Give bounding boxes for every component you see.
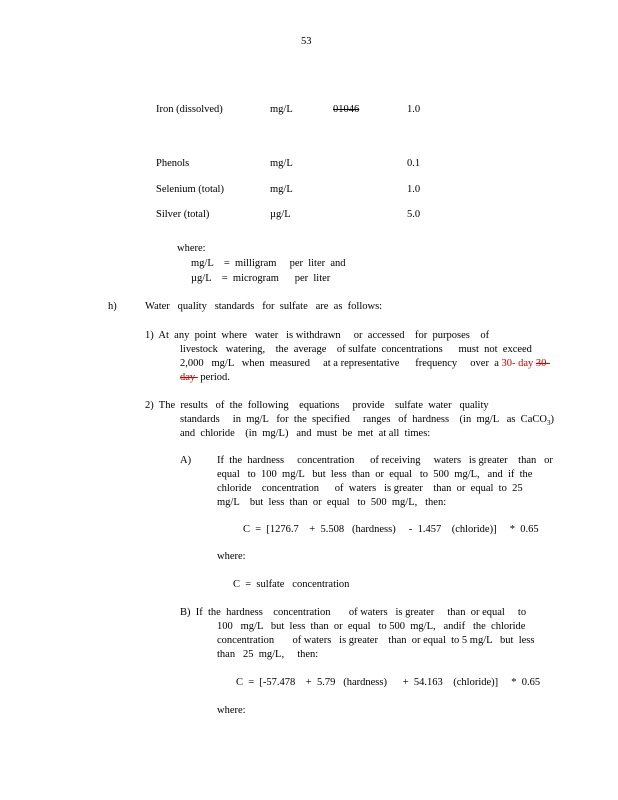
parameter-value: 5.0 xyxy=(407,209,421,220)
equation: C = [-57.478 + 5.79 (hardness) + 54.163 (chloride)] * 0.65 xyxy=(236,677,541,688)
equation: C = [1276.7 + 5.508 (hardness) - 1.457 (chloride)] * 0.65 xyxy=(243,524,539,535)
paragraph-line: chloride concentration of waters is greater than or equal to 25 xyxy=(217,483,523,494)
paragraph-line: If the hardness concentration of receiving waters is greater than or xyxy=(217,455,553,466)
line-text: period. xyxy=(197,372,230,383)
parameter-value: 1.0 xyxy=(407,184,421,195)
parameter-name: Phenols xyxy=(156,158,190,169)
subsection-label: A) xyxy=(180,455,192,466)
deleted-text: 30- xyxy=(535,358,550,369)
line-text: ) xyxy=(550,414,554,425)
paragraph-line: equal to 100 mg/L but less than or equal to 500 mg/L, and if the xyxy=(217,469,533,480)
parameter-value: 0.1 xyxy=(407,158,421,169)
definition-line: mg/L = milligram per liter and xyxy=(191,258,346,269)
paragraph-line: livestock watering, the average of sulfate concentrations must not exceed xyxy=(180,344,532,355)
parameter-name: Selenium (total) xyxy=(156,184,224,195)
subscript: 3 xyxy=(546,419,551,428)
definition-line: µg/L = microgram per liter xyxy=(191,273,331,284)
line-text: standards in mg/L for the specified ranges of hardness (in mg/L as CaCO xyxy=(180,414,547,425)
paragraph-line: 1) At any point where water is withdrawn or accessed for purposes of xyxy=(145,330,490,341)
paragraph-line xyxy=(180,358,550,371)
where-label: where: xyxy=(177,243,206,254)
paragraph-line: 100 mg/L but less than or equal to 500 mg/L, andif the chloride xyxy=(217,621,526,632)
where-label: where: xyxy=(217,551,246,562)
where-label: where: xyxy=(217,705,246,716)
paragraph-line: 2) The results of the following equations provide sulfate water quality xyxy=(145,400,489,411)
paragraph-line: B) If the hardness concentration of waters is greater than or equal to xyxy=(180,607,527,618)
inserted-text: 30- day xyxy=(501,358,534,369)
parameter-unit: mg/L xyxy=(270,104,293,115)
paragraph-line: mg/L but less than or equal to 500 mg/L, then: xyxy=(217,497,447,508)
parameter-name: Silver (total) xyxy=(156,209,210,220)
parameter-value: 1.0 xyxy=(407,104,421,115)
storet-code: 01046 xyxy=(333,104,360,115)
paragraph-line xyxy=(180,372,230,385)
paragraph-line: concentration of waters is greater than or equal to 5 mg/L but less xyxy=(217,635,535,646)
parameter-unit: mg/L xyxy=(270,184,293,195)
section-heading: Water quality standards for sulfate are as follows: xyxy=(145,301,383,312)
deleted-text: day xyxy=(180,372,198,383)
paragraph-line xyxy=(180,414,554,427)
line-text: 2,000 mg/L when measured at a representative frequency over a xyxy=(180,358,502,369)
parameter-unit: µg/L xyxy=(270,209,291,220)
paragraph-line: than 25 mg/L, then: xyxy=(217,649,319,660)
parameter-name: Iron (dissolved) xyxy=(156,104,223,115)
parameter-unit: mg/L xyxy=(270,158,293,169)
variable-definition: C = sulfate concentration xyxy=(233,579,350,590)
section-label: h) xyxy=(108,301,117,312)
paragraph-line: and chloride (in mg/L) and must be met at all times: xyxy=(180,428,431,439)
page-number: 53 xyxy=(301,36,312,47)
